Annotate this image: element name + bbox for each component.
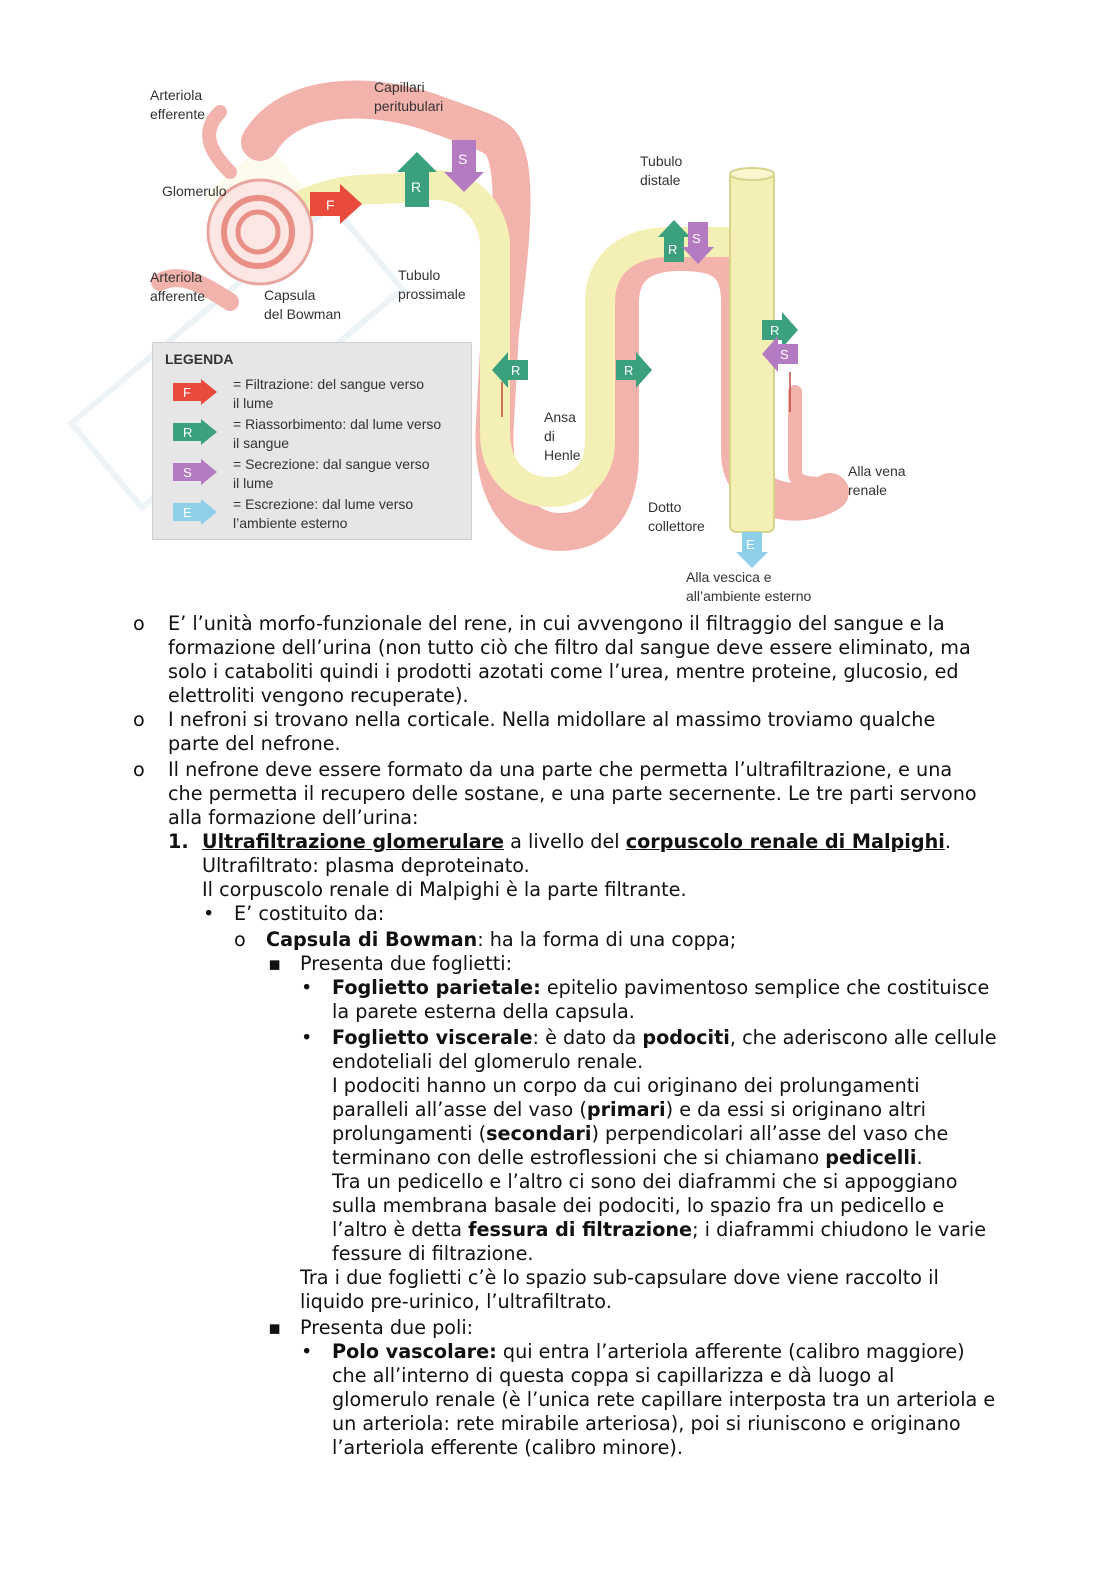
legend-text-escrezione: = Escrezione: dal lume verso l’ambiente esterno	[233, 496, 414, 531]
svg-text:S: S	[183, 465, 192, 480]
label-dotto-collettore: Dotto collettore	[648, 499, 705, 534]
polo-vascolare: Polo vascolare: qui entra l’arteriola afferente (calibro maggiore) che all’interno di questa coppa si capillarizza e dà luogo al glomerulo renale (è l’unica rete capillare interposta tra un arteriola e un arteriola: rete mirabile arteriosa), poi si riuniscono e originano l’arteriola efferente (calibro minore).	[332, 1340, 996, 1459]
list-number-1: 1.	[168, 830, 189, 853]
legend-item-riassorbimento	[173, 415, 473, 455]
excretion-arrow-icon	[173, 499, 217, 525]
due-poli: Presenta due poli:	[300, 1316, 474, 1339]
bullet-o: o	[133, 612, 145, 635]
label-capillari-peritubulari: Capillari peritubulari	[374, 79, 444, 114]
legend-text-secrezione: = Secrezione: dal sangue verso il lume	[233, 456, 430, 491]
due-foglietti: Presenta due foglietti:	[300, 952, 513, 975]
svg-text:R: R	[770, 323, 780, 338]
legend-item-escrezione	[173, 495, 473, 535]
paragraph-nefroni-corticale: I nefroni si trovano nella corticale. Nella midollare al massimo troviamo qualche parte del nefrone.	[168, 708, 936, 755]
section-ultrafiltrazione: Ultrafiltrazione glomerulare a livello del corpuscolo renale di Malpighi. Ultrafiltrato: plasma deproteinato. Il corpuscolo renale di Malpighi è la parte filtrante.	[202, 830, 951, 901]
paragraph-nefrone-parti: Il nefrone deve essere formato da una parte che permetta l’ultrafiltrazione, e una che permetta il recupero delle sostane, e una parte secernente. Le tre parti servono alla formazione dell’urina:	[168, 758, 977, 829]
excretion-arrow	[736, 532, 768, 568]
legend-item-filtrazione	[173, 375, 473, 415]
svg-text:F: F	[326, 197, 335, 213]
label-arteriola-afferente: Arteriola afferente	[150, 269, 206, 304]
svg-text:R: R	[183, 425, 193, 440]
svg-text:S: S	[458, 151, 468, 167]
label-vena-renale: Alla vena renale	[848, 463, 906, 498]
label-tubulo-distale: Tubulo distale	[640, 153, 683, 188]
bullet-o: o	[234, 928, 246, 951]
filtration-arrow-icon	[173, 379, 217, 405]
bullet-dot: •	[301, 1340, 313, 1363]
bullet-square: ▪	[268, 1316, 282, 1339]
label-glomerulo: Glomerulo	[162, 183, 227, 199]
bullet-dot: •	[203, 902, 215, 925]
spazio-sub-capsulare: Tra i due foglietti c’è lo spazio sub-capsulare dove viene raccolto il liquido pre-urinico, l’ultrafiltrato.	[300, 1266, 939, 1313]
costituito-da: E’ costituito da:	[234, 902, 385, 925]
bullet-dot: •	[301, 1026, 313, 1049]
legend-text-riassorbimento: = Riassorbimento: dal lume verso il sangue	[233, 416, 442, 451]
legend-text-filtrazione: = Filtrazione: del sangue verso il lume	[233, 376, 425, 411]
legend-title: LEGENDA	[165, 351, 234, 367]
bullet-o: o	[133, 758, 145, 781]
legend-box	[152, 342, 472, 540]
foglietto-viscerale: Foglietto viscerale: è dato da podociti, che aderiscono alle cellule endoteliali del glomerulo renale. I podociti hanno un corpo da cui originano dei prolungamenti paralleli all’asse del vaso (primari) e da essi si originano altri prolungamenti (secondari) perpendicolari all’asse del vaso che terminano con delle estroflessioni che si chiamano pedicelli. Tra un pedicello e l’altro ci sono dei diaframmi che si appoggiano sulla membrana basale dei podociti, lo spazio fra un pedicello e l’altro è detta fessura di filtrazione; i diaframmi chiudono le varie fessure di filtrazione.	[332, 1026, 997, 1265]
svg-text:R: R	[668, 242, 678, 257]
svg-text:R: R	[411, 179, 422, 195]
svg-text:F: F	[183, 385, 191, 400]
label-vescica: Alla vescica e all’ambiente esterno	[686, 569, 812, 604]
label-ansa-henle: Ansa di Henle	[544, 409, 581, 463]
capsula-bowman-line: Capsula di Bowman: ha la forma di una coppa;	[266, 928, 737, 951]
label-arteriola-efferente: Arteriola efferente	[150, 87, 206, 122]
bullet-o: o	[133, 708, 145, 731]
svg-text:E: E	[746, 537, 755, 552]
svg-text:E: E	[183, 505, 192, 520]
label-capsula-bowman: Capsula del Bowman	[264, 287, 342, 322]
paragraph-nefrone-unita: E’ l’unità morfo-funzionale del rene, in cui avvengono il filtraggio del sangue e la formazione dell’urina (non tutto ciò che filtro dal sangue deve essere eliminato, ma solo i cataboliti quindi i prodotti azotati come l’urea, mentre proteine, glucosio, ed elettroliti vengono recuperate).	[168, 612, 971, 707]
bullet-dot: •	[301, 976, 313, 999]
reabsorption-arrow-icon	[173, 419, 217, 445]
svg-text:S: S	[780, 347, 789, 362]
svg-text:S: S	[692, 231, 701, 246]
bullet-square: ▪	[268, 952, 282, 975]
legend-item-secrezione	[173, 455, 473, 495]
svg-text:R: R	[511, 363, 521, 378]
secretion-arrow-icon	[173, 459, 217, 485]
foglietto-parietale: Foglietto parietale: epitelio pavimentoso semplice che costituisce la parete esterna della capsula.	[332, 976, 990, 1023]
nephron-diagram	[140, 72, 930, 612]
label-tubulo-prossimale: Tubulo prossimale	[398, 267, 466, 302]
svg-text:R: R	[624, 363, 634, 378]
